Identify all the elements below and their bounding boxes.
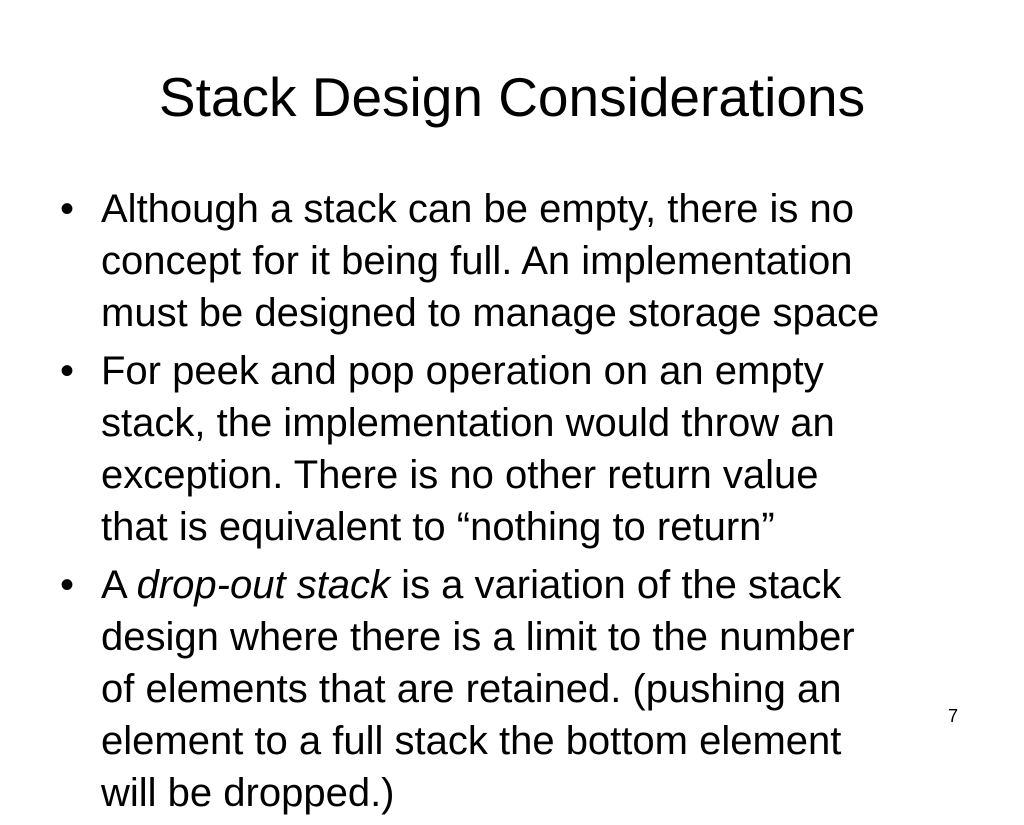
bullet-line — [101, 559, 1010, 611]
bullet-line: Although a stack can be empty, there is no — [101, 187, 855, 231]
bullet-line: stack, the implementation would throw an — [101, 401, 835, 445]
bullet-line: concept for it being full. An implementation — [101, 239, 853, 283]
bullet-line-suffix: is a variation of the stack — [390, 563, 842, 607]
bullet-item-2 — [60, 345, 1010, 553]
bullet-line: For peek and pop operation on an empty — [101, 349, 824, 393]
bullet-line-prefix: A — [101, 563, 137, 607]
bullet-line: exception. There is no other return value — [101, 453, 819, 497]
bullet-text — [101, 559, 1010, 819]
drop-out-stack-term: drop-out stack — [136, 563, 391, 607]
bullet-line: must be designed to manage storage space — [101, 291, 880, 335]
slide-title: Stack Design Considerations — [158, 66, 866, 128]
bullet-item-1 — [60, 183, 1010, 339]
bullet-line: design where there is a limit to the number — [101, 615, 855, 659]
bullet-line: element to a full stack the bottom element — [101, 719, 842, 763]
bullet-text — [101, 183, 1010, 339]
page-number: 7 — [948, 706, 959, 726]
bullet-marker: • — [60, 187, 75, 231]
bullet-line: that is equivalent to “nothing to return” — [101, 505, 775, 549]
bullet-line: of elements that are retained. (pushing an — [101, 667, 842, 711]
bullet-marker: • — [60, 563, 75, 607]
bullet-item-3 — [60, 559, 1010, 819]
bullet-line: will be dropped.) — [101, 771, 395, 815]
bullet-marker: • — [60, 349, 75, 393]
bullet-list — [60, 183, 1010, 825]
bullet-text — [101, 345, 1010, 553]
